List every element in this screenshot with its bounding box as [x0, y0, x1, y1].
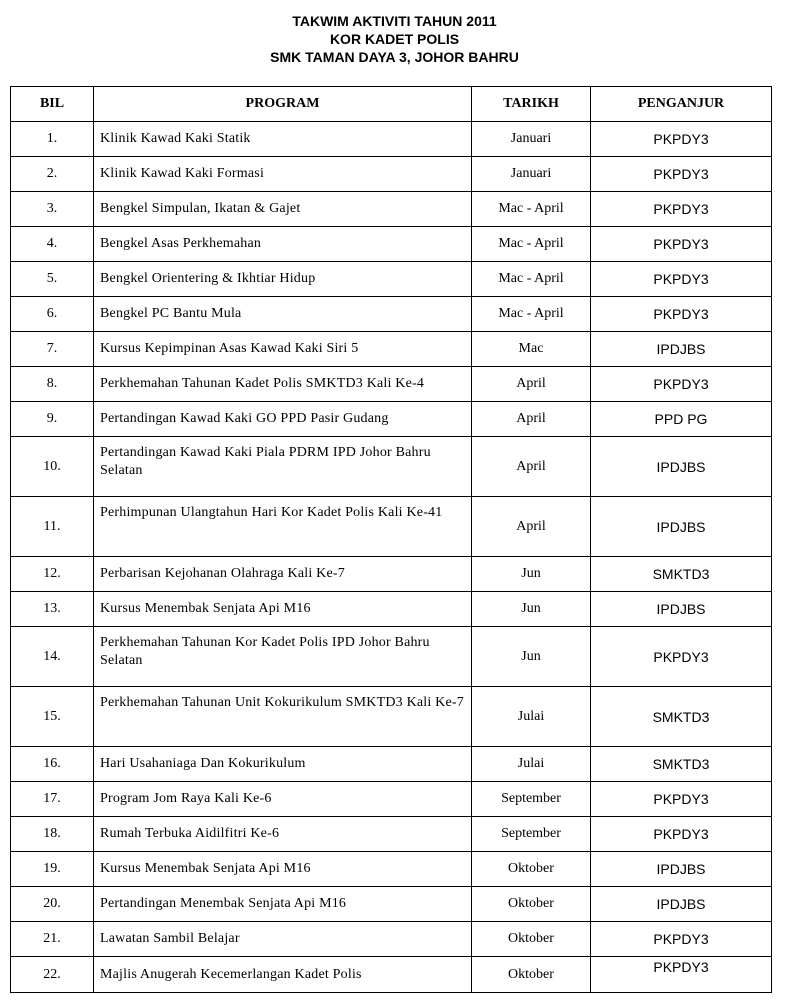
cell-program: Pertandingan Menembak Senjata Api M16	[94, 887, 472, 922]
cell-tarikh: Oktober	[472, 922, 591, 957]
cell-bil: 1.	[11, 122, 94, 157]
cell-program: Bengkel PC Bantu Mula	[94, 297, 472, 332]
header-penganjur: PENGANJUR	[591, 87, 772, 122]
cell-penganjur: IPDJBS	[591, 437, 772, 497]
table-row	[11, 402, 772, 437]
cell-program: Kursus Kepimpinan Asas Kawad Kaki Siri 5	[94, 332, 472, 367]
cell-penganjur: PKPDY3	[591, 122, 772, 157]
cell-penganjur: PKPDY3	[591, 957, 772, 993]
cell-penganjur: PKPDY3	[591, 192, 772, 227]
cell-tarikh: Julai	[472, 747, 591, 782]
cell-tarikh: Mac - April	[472, 192, 591, 227]
cell-tarikh: Mac - April	[472, 227, 591, 262]
cell-penganjur: PPD PG	[591, 402, 772, 437]
table-row	[11, 192, 772, 227]
table-row	[11, 887, 772, 922]
cell-tarikh: Mac - April	[472, 262, 591, 297]
cell-penganjur: IPDJBS	[591, 497, 772, 557]
cell-bil: 14.	[11, 627, 94, 687]
cell-program: Kursus Menembak Senjata Api M16	[94, 852, 472, 887]
cell-bil: 15.	[11, 687, 94, 747]
title-line-1: TAKWIM AKTIVITI TAHUN 2011	[292, 13, 497, 29]
title-line-2: KOR KADET POLIS	[329, 31, 460, 47]
cell-bil: 3.	[11, 192, 94, 227]
table-row	[11, 687, 772, 747]
cell-program: Kursus Menembak Senjata Api M16	[94, 592, 472, 627]
table-row	[11, 747, 772, 782]
cell-program: Bengkel Orientering & Ikhtiar Hidup	[94, 262, 472, 297]
cell-bil: 11.	[11, 497, 94, 557]
table-row	[11, 557, 772, 592]
header-program: PROGRAM	[94, 87, 472, 122]
cell-program: Perkhemahan Tahunan Kadet Polis SMKTD3 Kali Ke-4	[94, 367, 472, 402]
table-row	[11, 852, 772, 887]
header-tarikh: TARIKH	[472, 87, 591, 122]
cell-bil: 13.	[11, 592, 94, 627]
table-row	[11, 497, 772, 557]
cell-tarikh: Januari	[472, 122, 591, 157]
table-row	[11, 922, 772, 957]
cell-bil: 4.	[11, 227, 94, 262]
cell-tarikh: Julai	[472, 687, 591, 747]
cell-bil: 5.	[11, 262, 94, 297]
table-body	[11, 122, 772, 993]
cell-penganjur: IPDJBS	[591, 332, 772, 367]
cell-program: Klinik Kawad Kaki Formasi	[94, 157, 472, 192]
cell-tarikh: Mac	[472, 332, 591, 367]
cell-bil: 2.	[11, 157, 94, 192]
table-row	[11, 297, 772, 332]
cell-program: Rumah Terbuka Aidilfitri Ke-6	[94, 817, 472, 852]
cell-bil: 17.	[11, 782, 94, 817]
table-row	[11, 367, 772, 402]
header-bil: BIL	[11, 87, 94, 122]
cell-penganjur: IPDJBS	[591, 592, 772, 627]
cell-bil: 16.	[11, 747, 94, 782]
cell-penganjur: IPDJBS	[591, 852, 772, 887]
cell-program: Pertandingan Kawad Kaki Piala PDRM IPD Johor Bahru Selatan	[94, 437, 472, 497]
cell-program: Perkhemahan Tahunan Kor Kadet Polis IPD Johor Bahru Selatan	[94, 627, 472, 687]
cell-bil: 22.	[11, 957, 94, 993]
cell-tarikh: Oktober	[472, 852, 591, 887]
cell-program: Bengkel Asas Perkhemahan	[94, 227, 472, 262]
cell-penganjur: PKPDY3	[591, 367, 772, 402]
cell-program: Klinik Kawad Kaki Statik	[94, 122, 472, 157]
cell-bil: 7.	[11, 332, 94, 367]
cell-program: Majlis Anugerah Kecemerlangan Kadet Polis	[94, 957, 472, 993]
table-row	[11, 592, 772, 627]
cell-tarikh: Oktober	[472, 957, 591, 993]
cell-program: Perbarisan Kejohanan Olahraga Kali Ke-7	[94, 557, 472, 592]
table-row	[11, 817, 772, 852]
cell-bil: 8.	[11, 367, 94, 402]
cell-penganjur: IPDJBS	[591, 887, 772, 922]
table-row	[11, 332, 772, 367]
activity-table	[10, 86, 772, 993]
cell-bil: 12.	[11, 557, 94, 592]
cell-tarikh: Januari	[472, 157, 591, 192]
cell-tarikh: Oktober	[472, 887, 591, 922]
table-row	[11, 782, 772, 817]
cell-bil: 9.	[11, 402, 94, 437]
cell-tarikh: Jun	[472, 627, 591, 687]
cell-penganjur: PKPDY3	[591, 782, 772, 817]
cell-penganjur: PKPDY3	[591, 817, 772, 852]
cell-tarikh: September	[472, 782, 591, 817]
cell-penganjur: SMKTD3	[591, 557, 772, 592]
cell-program: Lawatan Sambil Belajar	[94, 922, 472, 957]
title-line-3: SMK TAMAN DAYA 3, JOHOR BAHRU	[270, 49, 519, 65]
table-row	[11, 122, 772, 157]
cell-bil: 6.	[11, 297, 94, 332]
cell-penganjur: PKPDY3	[591, 627, 772, 687]
cell-program: Perkhemahan Tahunan Unit Kokurikulum SMKTD3 Kali Ke-7	[94, 687, 472, 747]
cell-bil: 18.	[11, 817, 94, 852]
cell-program: Program Jom Raya Kali Ke-6	[94, 782, 472, 817]
cell-bil: 20.	[11, 887, 94, 922]
cell-bil: 10.	[11, 437, 94, 497]
table-header-row	[11, 87, 772, 122]
table-row	[11, 262, 772, 297]
table-row	[11, 627, 772, 687]
cell-tarikh: Mac - April	[472, 297, 591, 332]
cell-bil: 19.	[11, 852, 94, 887]
cell-program: Bengkel Simpulan, Ikatan & Gajet	[94, 192, 472, 227]
table-row	[11, 957, 772, 993]
cell-penganjur: PKPDY3	[591, 262, 772, 297]
cell-penganjur: PKPDY3	[591, 922, 772, 957]
cell-tarikh: Jun	[472, 557, 591, 592]
cell-penganjur: PKPDY3	[591, 227, 772, 262]
cell-program: Perhimpunan Ulangtahun Hari Kor Kadet Polis Kali Ke-41	[94, 497, 472, 557]
cell-penganjur: PKPDY3	[591, 297, 772, 332]
cell-tarikh: September	[472, 817, 591, 852]
cell-penganjur: SMKTD3	[591, 687, 772, 747]
cell-penganjur: SMKTD3	[591, 747, 772, 782]
table-row	[11, 437, 772, 497]
cell-tarikh: April	[472, 437, 591, 497]
cell-tarikh: April	[472, 402, 591, 437]
table-row	[11, 157, 772, 192]
table-row	[11, 227, 772, 262]
cell-tarikh: April	[472, 497, 591, 557]
cell-program: Hari Usahaniaga Dan Kokurikulum	[94, 747, 472, 782]
cell-tarikh: April	[472, 367, 591, 402]
cell-tarikh: Jun	[472, 592, 591, 627]
cell-program: Pertandingan Kawad Kaki GO PPD Pasir Gudang	[94, 402, 472, 437]
cell-bil: 21.	[11, 922, 94, 957]
cell-penganjur: PKPDY3	[591, 157, 772, 192]
